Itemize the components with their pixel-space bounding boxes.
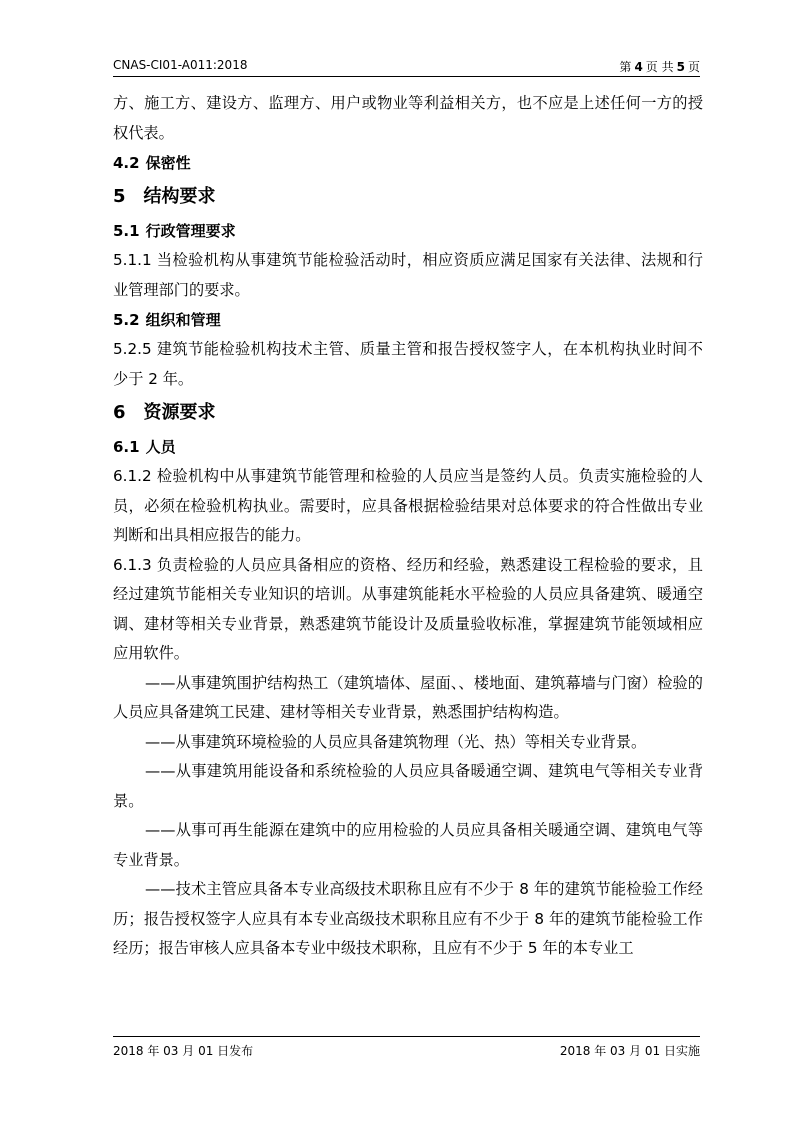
header-divider (113, 76, 700, 77)
dash-item-environment: ——从事建筑环境检验的人员应具备建筑物理（光、热）等相关专业背景。 (145, 732, 647, 751)
page-header (113, 58, 700, 74)
dash-item-equipment: ——从事建筑用能设备和系统检验的人员应具备暖通空调、建筑电气等相关专业背景。 (113, 762, 703, 810)
paragraph-5-1-1: 5.1.1 当检验机构从事建筑节能检验活动时，相应资质应满足国家有关法律、法规和行业管理部门的要求。 (113, 251, 703, 299)
heading-5-2: 5.2 组织和管理 (113, 311, 221, 329)
paragraph-6-1-2: 6.1.2 检验机构中从事建筑节能管理和检验的人员应当是签约人员。负责实施检验的人员，必须在检验机构执业。需要时，应具备根据检验结果对总体要求的符合性做出专业判断和出具相应报告的能力。 (113, 467, 703, 544)
heading-5-1: 5.1 行政管理要求 (113, 222, 236, 240)
footer-divider (113, 1036, 700, 1037)
dash-item-renewable: ——从事可再生能源在建筑中的应用检验的人员应具备相关暖通空调、建筑电气等专业背景。 (113, 821, 703, 869)
heading-5: 5 结构要求 (113, 186, 216, 207)
implementation-date: 2018 年 03 月 01 日实施 (559, 1044, 700, 1058)
document-body (113, 89, 703, 964)
page-number: 第 4 页 共 5 页 (619, 60, 700, 74)
paragraph-continued: 方、施工方、建设方、监理方、用户或物业等利益相关方，也不应是上述任何一方的授权代表。 (113, 94, 703, 142)
document-id: CNAS-CI01-A011:2018 (113, 58, 248, 72)
heading-4-2: 4.2 保密性 (113, 154, 191, 172)
heading-6-1: 6.1 人员 (113, 438, 176, 456)
heading-6: 6 资源要求 (113, 402, 216, 423)
paragraph-5-2-5: 5.2.5 建筑节能检验机构技术主管、质量主管和报告授权签字人，在本机构执业时间不少于 2 年。 (113, 340, 703, 388)
dash-item-technical-manager: ——技术主管应具备本专业高级技术职称且应有不少于 8 年的建筑节能检验工作经历；报告授权签字人应具有本专业高级技术职称且应有不少于 8 年的建筑节能检验工作经历；报告审核人应具备本专业中级技术职称，且应有不少于 5 年的本专业工 (113, 880, 703, 957)
dash-item-envelope: ——从事建筑围护结构热工（建筑墙体、屋面、、楼地面、建筑幕墙与门窗）检验的人员应具备建筑工民建、建材等相关专业背景，熟悉围护结构构造。 (113, 673, 703, 721)
issue-date: 2018 年 03 月 01 日发布 (113, 1044, 254, 1058)
paragraph-6-1-3: 6.1.3 负责检验的人员应具备相应的资格、经历和经验，熟悉建设工程检验的要求，且经过建筑节能相关专业知识的培训。从事建筑能耗水平检验的人员应具备建筑、暖通空调、建材等相关专业背景，熟悉建筑节能设计及质量验收标准，掌握建筑节能领域相应应用软件。 (113, 555, 703, 662)
